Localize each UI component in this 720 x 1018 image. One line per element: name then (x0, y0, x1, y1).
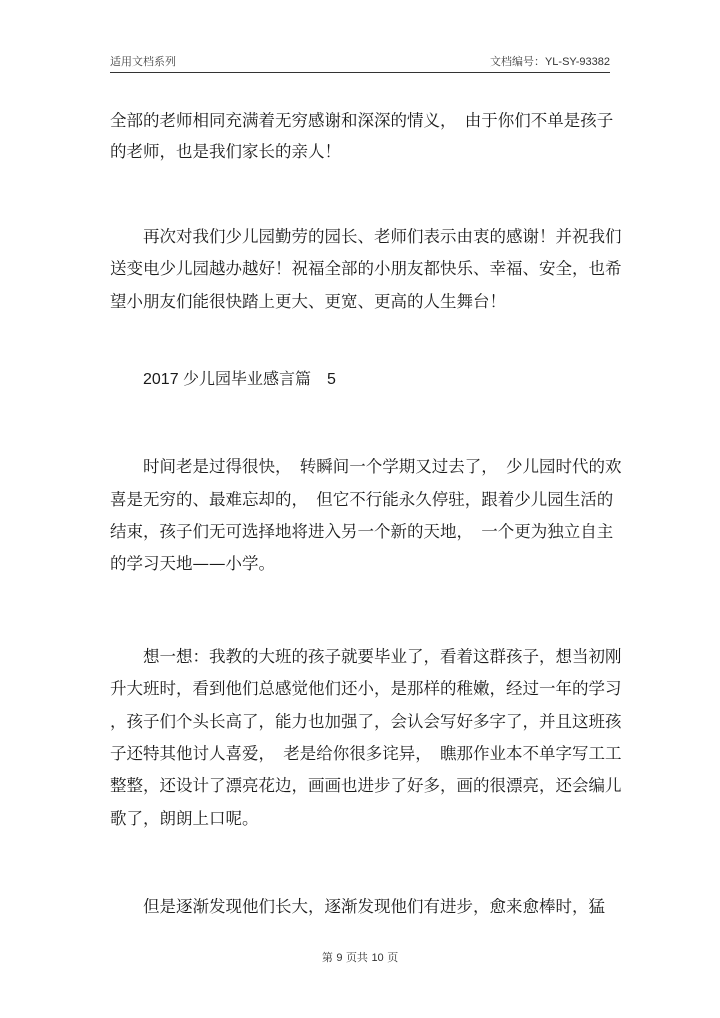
text-line: 整整，还设计了漂亮花边，画画也进步了好多，画的很漂亮，还会编儿 (110, 776, 622, 795)
document-code (490, 53, 610, 69)
text-line: 全部的老师相同充满着无穷感谢和深深的情义， 由于你们不单是孩子 (110, 111, 614, 130)
document-code-label: 文档编号： (489, 55, 545, 68)
page-footer (0, 949, 720, 965)
text-line: 送变电少儿园越办越好！祝福全部的小朋友都快乐、幸福、安全，也希 (110, 259, 622, 278)
text-line: 时间老是过得很快， 转瞬间一个学期又过去了， 少儿园时代的欢 (143, 457, 622, 476)
page-header (110, 53, 610, 73)
text-line: 喜是无穷的、最难忘却的， 但它不行能永久停驻，跟着少儿园生活的 (110, 490, 614, 509)
footer-middle: 页共 (345, 951, 368, 964)
document-series: 适用文档系列 (110, 55, 176, 68)
text-line: 的老师，也是我们家长的亲人！ (110, 142, 341, 161)
text-line: 的学习天地——小学。 (110, 554, 275, 573)
text-line: 歌了，朗朗上口呢。 (110, 809, 259, 828)
text-line: 想一想：我教的大班的孩子就要毕业了，看着这群孩子，想当初刚 (143, 647, 622, 666)
current-page-number: 9 (336, 952, 343, 964)
header-rule (110, 72, 610, 73)
text-line: 再次对我们少儿园勤劳的园长、老师们表示由衷的感谢！并祝我们 (143, 227, 622, 246)
text-line: 结束，孩子们无可选择地将进入另一个新的天地， 一个更为独立自主 (110, 522, 614, 541)
section-heading: 2017 少儿园毕业感言篇 5 (143, 371, 336, 388)
footer-prefix: 第 (321, 951, 333, 964)
footer-suffix: 页 (387, 951, 399, 964)
text-line: 但是逐渐发现他们长大，逐渐发现他们有进步，愈来愈棒时，猛 (143, 897, 605, 916)
text-line: 望小朋友们能很快踏上更大、更宽、更高的人生舞台！ (110, 292, 506, 311)
total-page-count: 10 (371, 952, 384, 964)
document-code-value: YL-SY-93382 (544, 56, 610, 68)
text-line: 子还特其他讨人喜爱， 老是给你很多诧异， 瞧那作业本不单字写工工 (110, 744, 622, 763)
text-line: 升大班时，看到他们总感觉他们还小，是那样的稚嫩，经过一年的学习 (110, 679, 622, 698)
text-line: ，孩子们个头长高了，能力也加强了，会认会写好多字了，并且这班孩 (110, 712, 622, 731)
